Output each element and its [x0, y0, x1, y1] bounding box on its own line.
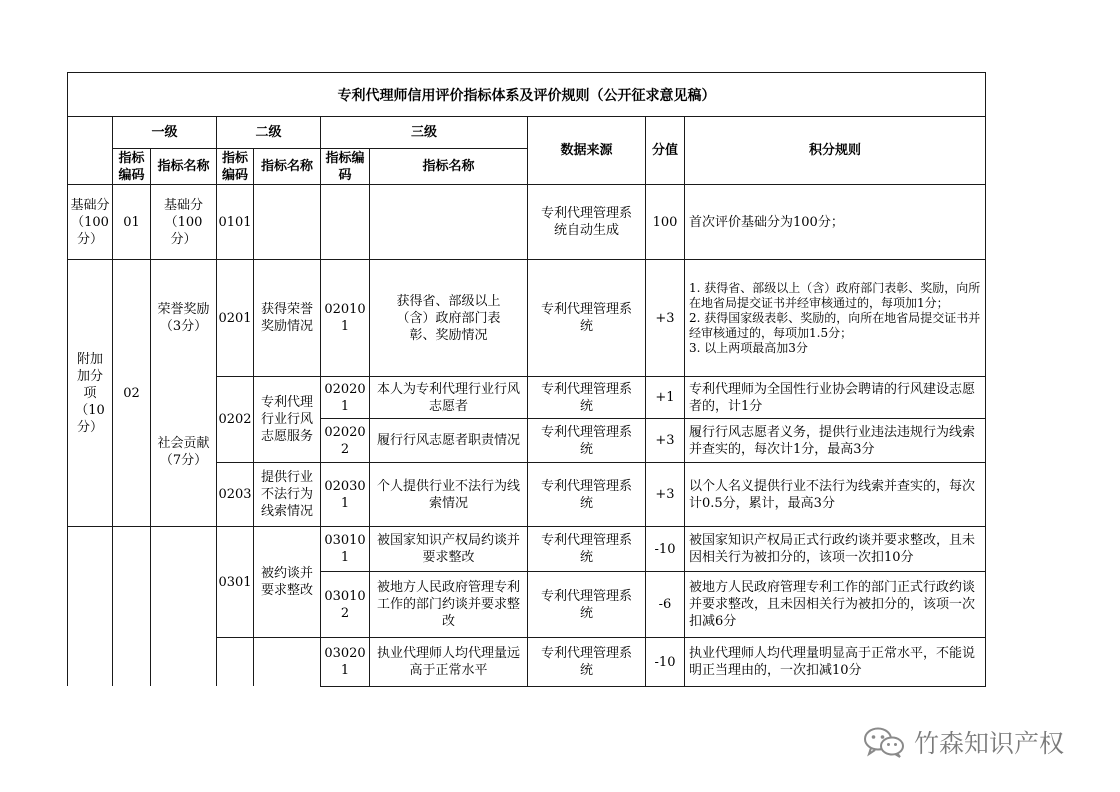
item-030101-code: 030101	[324, 533, 366, 565]
header-source: 数据来源	[560, 143, 613, 158]
item-020301-rule: 以个人名义提供行业不法行为线索并查实的，每次计0.5分，累计，最高3分	[689, 478, 976, 511]
item-020301-code: 020301	[324, 478, 366, 511]
honor-code3: 020101	[324, 302, 366, 334]
volunteer-name2: 专利代理行业行风志愿服务	[260, 395, 313, 444]
border-top	[67, 72, 986, 73]
bonus-code1: 02	[123, 385, 140, 401]
item-020202-rule: 履行行风志愿者义务，提供行业违法违规行为线索并查实的，每次计1分，最高3分	[689, 424, 976, 457]
item-030102-rule: 被地方人民政府管理专利工作的部门正式行政约谈并要求整改，且未因相关行为被扣分的，该项一次扣减6分	[689, 580, 976, 629]
base-rule: 首次评价基础分为100分；	[689, 214, 844, 230]
watermark-text: 竹森知识产权	[914, 729, 1065, 758]
clue-name2: 提供行业不法行为线索情况	[260, 470, 313, 519]
item-020201-source: 专利代理管理系统	[540, 381, 632, 414]
item-020201-rule: 专利代理师为全国性行业协会聘请的行风建设志愿者的，计1分	[689, 381, 976, 414]
interview-name2: 被约谈并要求整改	[260, 566, 313, 598]
item-020201-code: 020201	[324, 381, 366, 414]
header-score: 分值	[651, 143, 678, 158]
honor-name2: 获得荣誉奖励情况	[260, 302, 313, 334]
base-source: 专利代理管理系统自动生成	[540, 206, 632, 238]
item-030201-name: 执业代理师人均代理量远高于正常水平	[376, 646, 520, 678]
item-020202-source: 专利代理管理系统	[540, 424, 632, 457]
header-level1: 一级	[151, 125, 178, 140]
item-030201-code: 030201	[324, 646, 366, 678]
honor-name1: 荣誉奖励（3分）	[157, 302, 210, 334]
base-code1: 01	[123, 214, 140, 230]
interview-code2: 0301	[218, 574, 252, 590]
item-030201-source: 专利代理管理系统	[540, 646, 632, 678]
volunteer-code2: 0202	[218, 412, 252, 427]
header-level3-code: 指标编码	[325, 150, 365, 183]
item-030102-code: 030102	[324, 588, 366, 621]
honor-source: 专利代理管理系统	[540, 302, 632, 334]
category-bonus: 附加加分项（10分）	[75, 351, 105, 435]
border-right	[985, 72, 986, 686]
header-level1-name: 指标名称	[157, 159, 210, 174]
header-level3: 三级	[410, 125, 437, 140]
item-030101-name: 被国家知识产权局约谈并要求整改	[376, 533, 520, 565]
item-030101-rule: 被国家知识产权局正式行政约谈并要求整改，且未因相关行为被扣分的，该项一次扣10分	[689, 533, 976, 565]
item-020201-score: +1	[655, 390, 675, 405]
item-030101-source: 专利代理管理系统	[540, 533, 632, 565]
item-030201-rule: 执业代理师人均代理量明显高于正常水平，不能说明正当理由的，一次扣减10分	[689, 646, 976, 678]
item-030102-source: 专利代理管理系统	[540, 588, 632, 621]
page-title: 专利代理师信用评价指标体系及评价规则（公开征求意见稿）	[337, 88, 716, 104]
base-name1: 基础分（100分）	[163, 197, 203, 247]
header-rules: 积分规则	[808, 143, 861, 158]
hline-030201-end	[320, 686, 986, 687]
item-020301-score: +3	[655, 487, 675, 502]
item-030102-name: 被地方人民政府管理专利工作的部门约谈并要求整改	[376, 580, 520, 629]
honor-name3: 获得省、部级以上（含）政府部门表彰、奖励情况	[396, 293, 501, 343]
watermark	[862, 724, 1064, 760]
item-020301-source: 专利代理管理系统	[540, 478, 632, 511]
item-030201-score: -10	[654, 654, 676, 670]
header-level2-name: 指标名称	[260, 159, 313, 174]
category-base: 基础分（100分）	[70, 197, 110, 247]
honor-code2: 0201	[218, 310, 252, 326]
header-level1-code: 指标编码	[118, 150, 145, 183]
wechat-logo-icon	[862, 725, 906, 759]
item-020202-code: 020202	[324, 424, 366, 457]
item-030101-score: -10	[654, 541, 676, 557]
base-score: 100	[652, 214, 678, 230]
base-code2: 0101	[218, 214, 252, 230]
honor-rule: 1. 获得省、部级以上（含）政府部门表彰、奖励，向所在地省局提交证书并经审核通过的，每项加1分； 2. 获得国家级表彰、奖励的，向所在地省局提交证书并经审核通过的，每项加1.5分； 3. 以上两项最高加3分	[689, 280, 981, 355]
item-020202-name: 履行行风志愿者职责情况	[376, 433, 520, 448]
honor-score: +3	[655, 310, 675, 326]
contribution-name1: 社会贡献（7分）	[157, 435, 210, 468]
item-020202-score: +3	[655, 433, 675, 448]
header-level3-name: 指标名称	[422, 159, 475, 174]
item-030102-score: -6	[658, 597, 672, 612]
clue-code2: 0203	[218, 487, 252, 502]
item-020201-name: 本人为专利代理行业行风志愿者	[376, 381, 520, 414]
header-level2: 二级	[255, 125, 282, 140]
header-level2-code: 指标编码	[221, 150, 248, 183]
item-020301-name: 个人提供行业不法行为线索情况	[376, 478, 520, 511]
